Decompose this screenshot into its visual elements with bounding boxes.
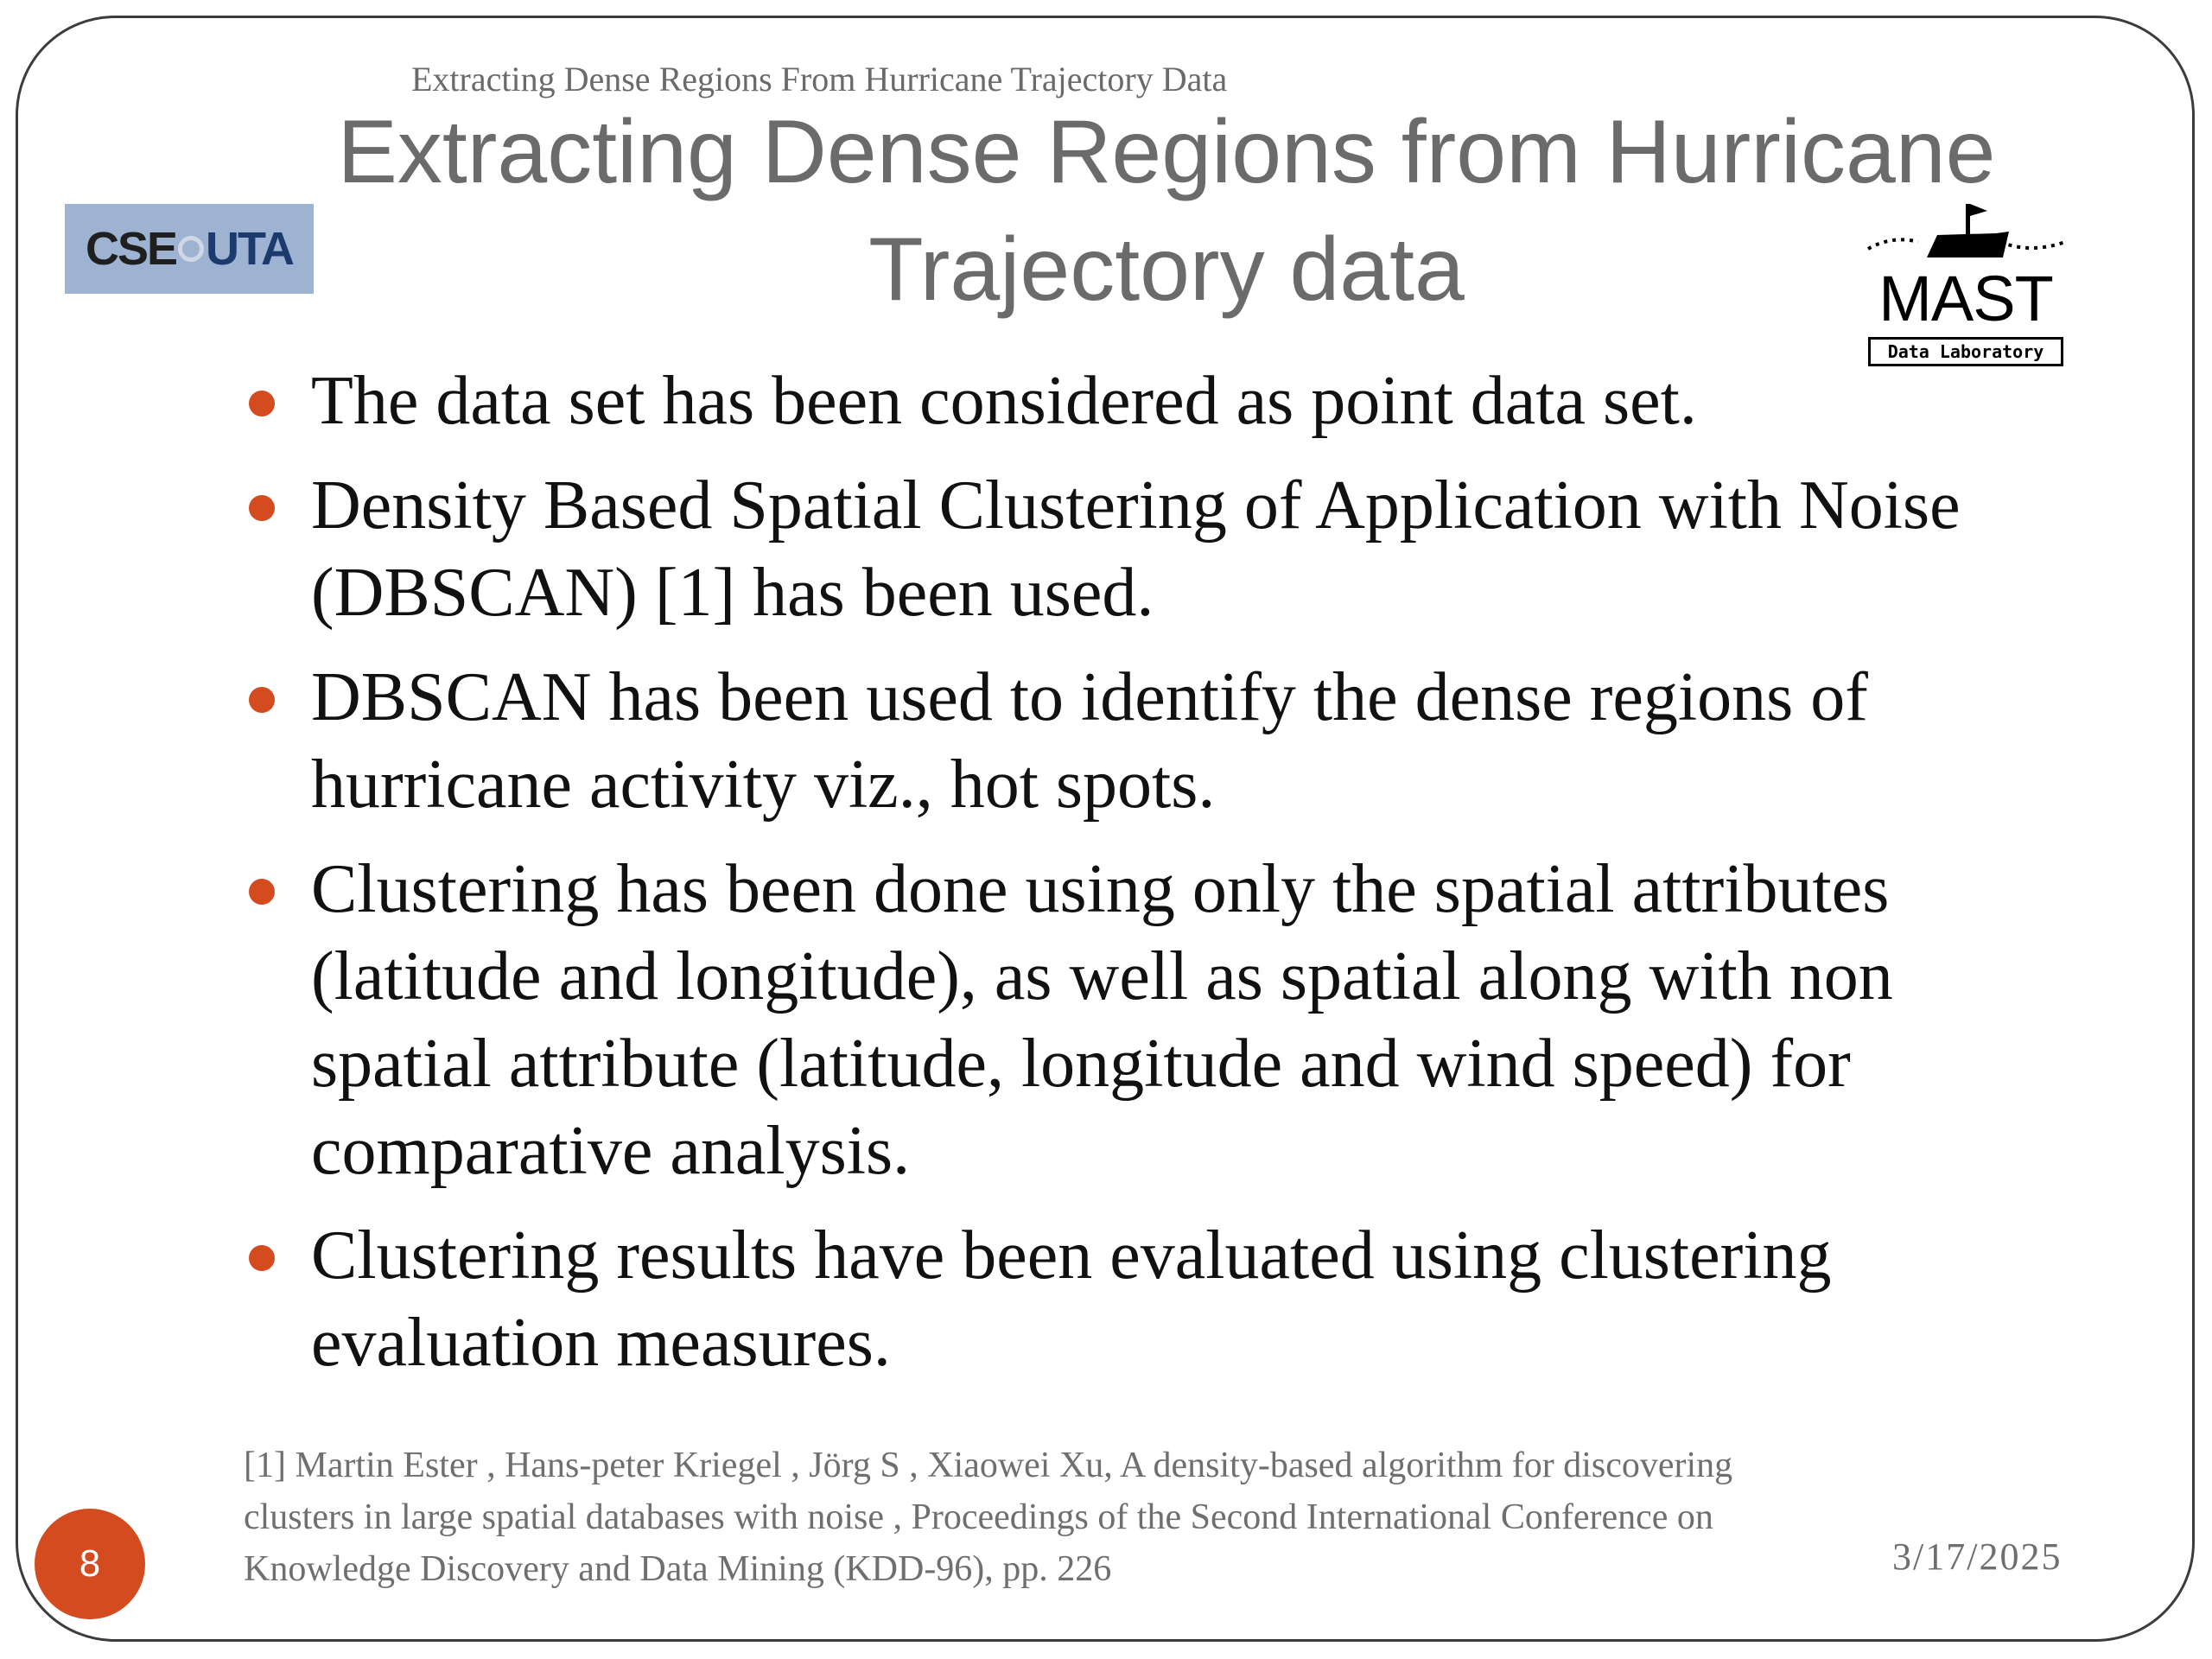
cse-uta-logo xyxy=(65,204,314,294)
cse-logo-text: CSE xyxy=(85,223,177,275)
bullet-line: comparative analysis. xyxy=(311,1113,911,1189)
uta-logo-text: UTA xyxy=(206,223,294,275)
bullet-item xyxy=(245,358,2043,445)
reference-line: Knowledge Discovery and Data Mining (KDD-96), pp. 226 xyxy=(244,1549,1112,1589)
bullet-dot-icon xyxy=(249,1245,275,1271)
bullet-line: evaluation measures. xyxy=(311,1305,891,1381)
slide-title xyxy=(294,93,2039,328)
mast-logo-subtitle: Data Laboratory xyxy=(1868,337,2063,366)
slide-title-line-1: Extracting Dense Regions from Hurricane xyxy=(337,102,1996,202)
reference-citation xyxy=(244,1440,1885,1595)
bullet-line: Clustering has been done using only the spatial attributes xyxy=(311,851,1890,927)
bullet-item xyxy=(245,462,2043,637)
bullet-item xyxy=(245,1212,2043,1387)
bullet-list xyxy=(245,358,2043,1404)
reference-line: clusters in large spatial databases with noise , Proceedings of the Second International Conference on xyxy=(244,1497,1713,1537)
page-number-badge: 8 xyxy=(35,1509,145,1619)
bullet-dot-icon xyxy=(249,879,275,905)
bullet-line: (latitude and longitude), as well as spatial along with non xyxy=(311,938,1893,1014)
bullet-item xyxy=(245,846,2043,1195)
bullet-line: Density Based Spatial Clustering of Application with Noise xyxy=(311,467,1961,543)
running-header: Extracting Dense Regions From Hurricane Trajectory Data xyxy=(411,60,1228,99)
bullet-line: DBSCAN has been used to identify the dense regions of xyxy=(311,659,1868,735)
slide-date: 3/17/2025 xyxy=(1892,1535,2063,1578)
reference-line: [1] Martin Ester , Hans-peter Kriegel , Jörg S , Xiaowei Xu, A density-based algorithm for discovering xyxy=(244,1446,1733,1485)
bullet-dot-icon xyxy=(249,391,275,416)
slide-title-line-2: Trajectory data xyxy=(868,219,1465,320)
bullet-line: hurricane activity viz., hot spots. xyxy=(311,747,1216,823)
mast-logo-word: MAST xyxy=(1878,263,2053,334)
bullet-line: (DBSCAN) [1] has been used. xyxy=(311,555,1154,631)
bullet-line: spatial attribute (latitude, longitude and wind speed) for xyxy=(311,1026,1851,1102)
mast-logo xyxy=(1858,197,2074,370)
ship-icon xyxy=(1858,197,2074,266)
bullet-item xyxy=(245,654,2043,829)
bullet-dot-icon xyxy=(249,495,275,521)
bullet-line: Clustering results have been evaluated using clustering xyxy=(311,1217,1832,1294)
bullet-dot-icon xyxy=(249,687,275,713)
bullet-line: The data set has been considered as point data set. xyxy=(311,363,1697,439)
logo-separator-icon xyxy=(178,236,204,262)
